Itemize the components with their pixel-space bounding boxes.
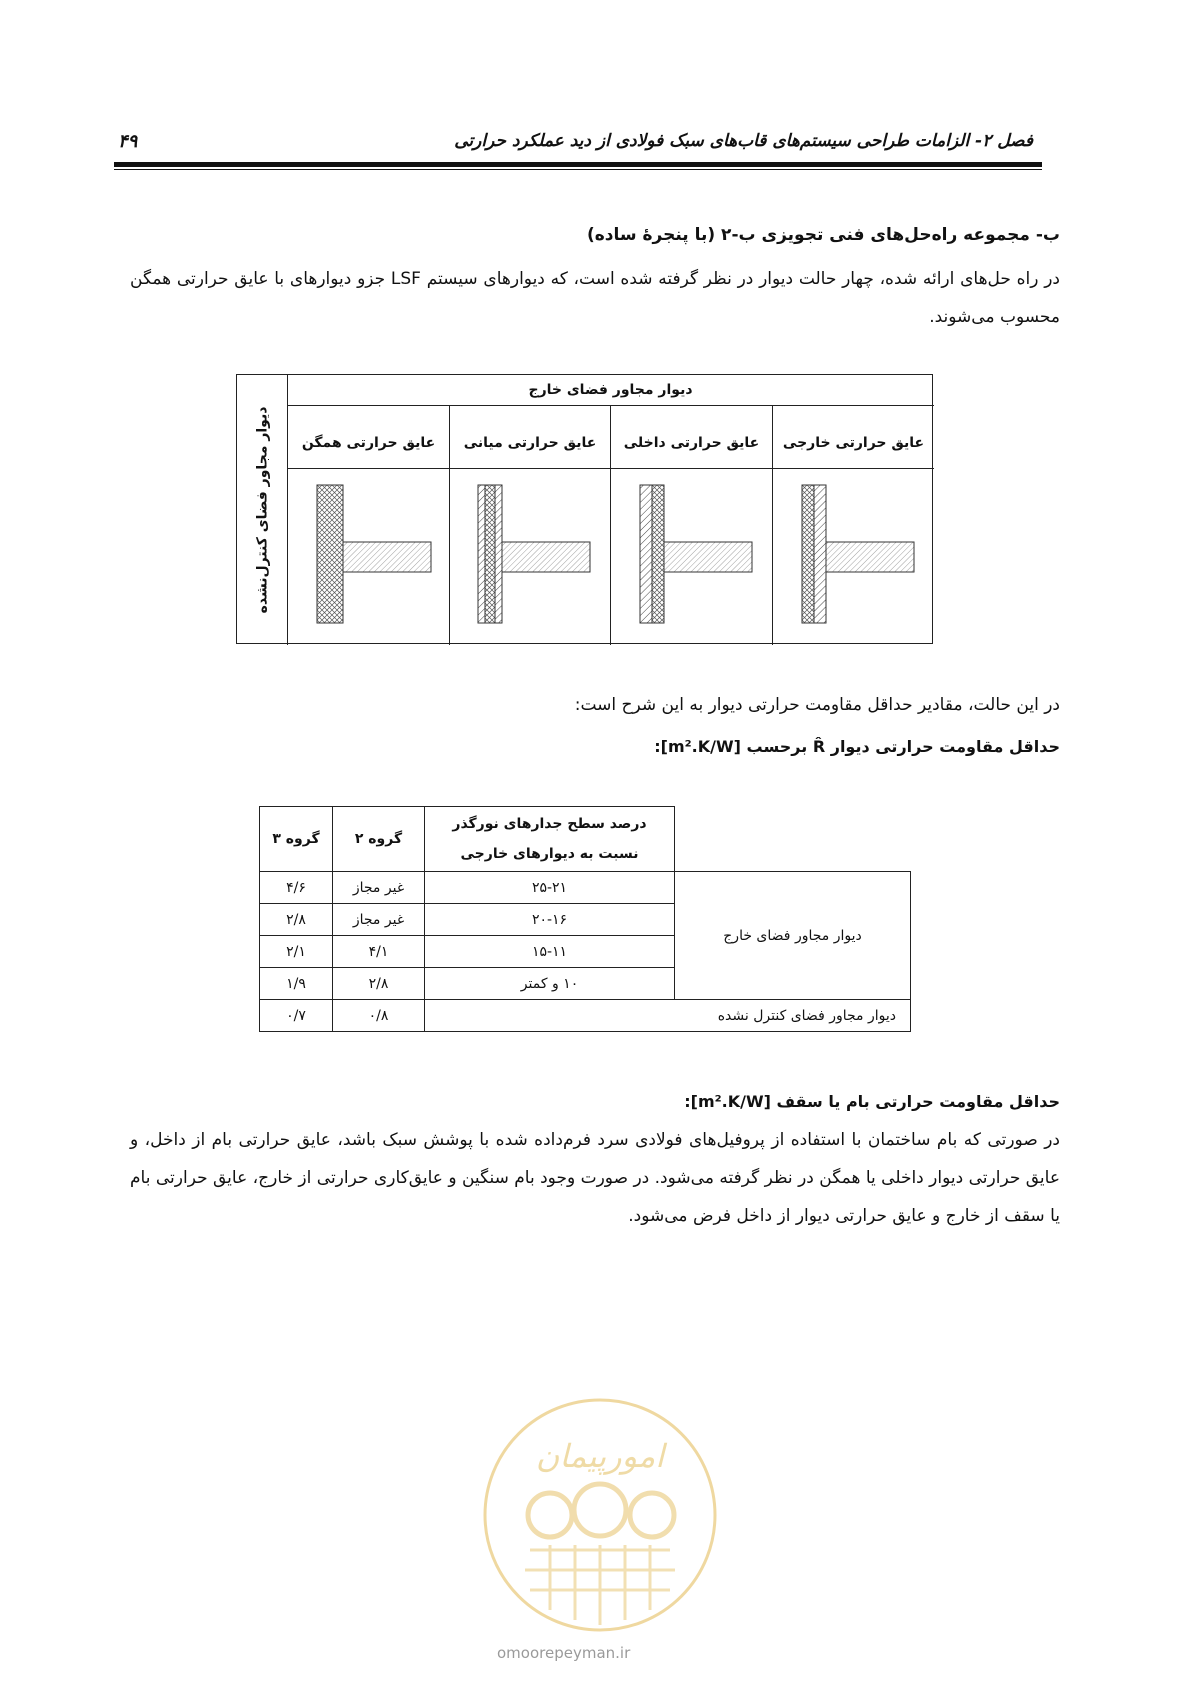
r-heading: حداقل مقاومت حرارتی دیوار R̂ برحسب [m².K/W]: <box>654 737 1060 756</box>
row1-group3: ۴/۶ <box>259 871 333 904</box>
drawing-middle <box>478 485 590 623</box>
row2-group3: ۲/۸ <box>259 903 333 936</box>
wall-configurations-figure <box>236 374 933 644</box>
watermark-logo-text: امورپیمان <box>535 1437 665 1475</box>
fig-col-internal: عایق حرارتی داخلی <box>623 435 760 451</box>
row4-group2: ۲/۸ <box>332 967 425 1000</box>
fig-col-homogeneous: عایق حرارتی همگن <box>301 435 436 451</box>
section-paragraph: در راه حل‌های ارائه شده، چهار حالت دیوار در نظر گرفته شده است، که دیوارهای سیستم LSF جزو دیوارهای با عایق حرارتی همگن محسوب می‌شوند. <box>130 269 1060 327</box>
unconditioned-group2: ۰/۸ <box>332 999 425 1032</box>
row3-percent: ۱۵-۱۱ <box>424 935 675 968</box>
row2-percent: ۲۰-۱۶ <box>424 903 675 936</box>
header-percent: درصد سطح جدارهای نورگذر نسبت به دیوارهای خارجی <box>424 806 675 872</box>
unconditioned-label: دیوار مجاور فضای کنترل نشده <box>424 999 911 1032</box>
row1-percent: ۲۵-۲۱ <box>424 871 675 904</box>
header-group3: گروه ۳ <box>259 806 333 872</box>
row3-group2: ۴/۱ <box>332 935 425 968</box>
drawing-internal <box>640 485 752 623</box>
watermark-url: omoorepeyman.ir <box>497 1644 631 1662</box>
running-title: فصل ۲- الزامات طراحی سیستم‌های قاب‌های سبک فولادی از دید عملکرد حرارتی <box>454 131 1033 151</box>
watermark-logo <box>480 1395 720 1635</box>
fig-col-middle: عایق حرارتی میانی <box>463 435 597 451</box>
header-group2: گروه ۲ <box>332 806 425 872</box>
drawing-homogeneous <box>317 485 431 623</box>
intro-text: در این حالت، مقادیر حداقل مقاومت حرارتی دیوار به این شرح است: <box>574 695 1060 715</box>
header-rule-thin <box>114 169 1042 170</box>
row1-group2: غیر مجاز <box>332 871 425 904</box>
row3-group3: ۲/۱ <box>259 935 333 968</box>
drawing-external <box>802 485 914 623</box>
row2-group2: غیر مجاز <box>332 903 425 936</box>
section-heading: ب- مجموعه راه‌حل‌های فنی تجویزی ب-۲ (با پنجرهٔ ساده) <box>586 225 1060 245</box>
exterior-label: دیوار مجاور فضای خارج <box>674 871 911 1000</box>
page-number: ۴۹ <box>118 131 138 152</box>
header-rule <box>114 162 1042 167</box>
fig-main-header: دیوار مجاور فضای خارج <box>528 382 693 398</box>
row4-group3: ۱/۹ <box>259 967 333 1000</box>
roof-paragraph: در صورتی که بام ساختمان با استفاده از پروفیل‌های فولادی سرد فرم‌داده شده با پوشش سبک باشد، عایق حرارتی بام از داخل، و عایق حرارتی دیوار داخلی یا همگن در نظر گرفته می‌شود. در صورت وجود بام سنگین و عایق‌کاری حرارتی از خارج، عایق حرارتی بام یا سقف از خارج و عایق حرارتی دیوار از داخل فرض می‌شود. <box>130 1130 1060 1226</box>
wall-section-drawings <box>237 375 934 645</box>
row4-percent: ۱۰ و کمتر <box>424 967 675 1000</box>
fig-col-external: عایق حرارتی خارجی <box>782 435 925 451</box>
unconditioned-group3: ۰/۷ <box>259 999 333 1032</box>
fig-side-label: دیوار مجاور فضای کنترل‌نشده <box>254 406 270 614</box>
roof-heading: حداقل مقاومت حرارتی بام یا سقف [m².K/W]: <box>684 1092 1060 1111</box>
